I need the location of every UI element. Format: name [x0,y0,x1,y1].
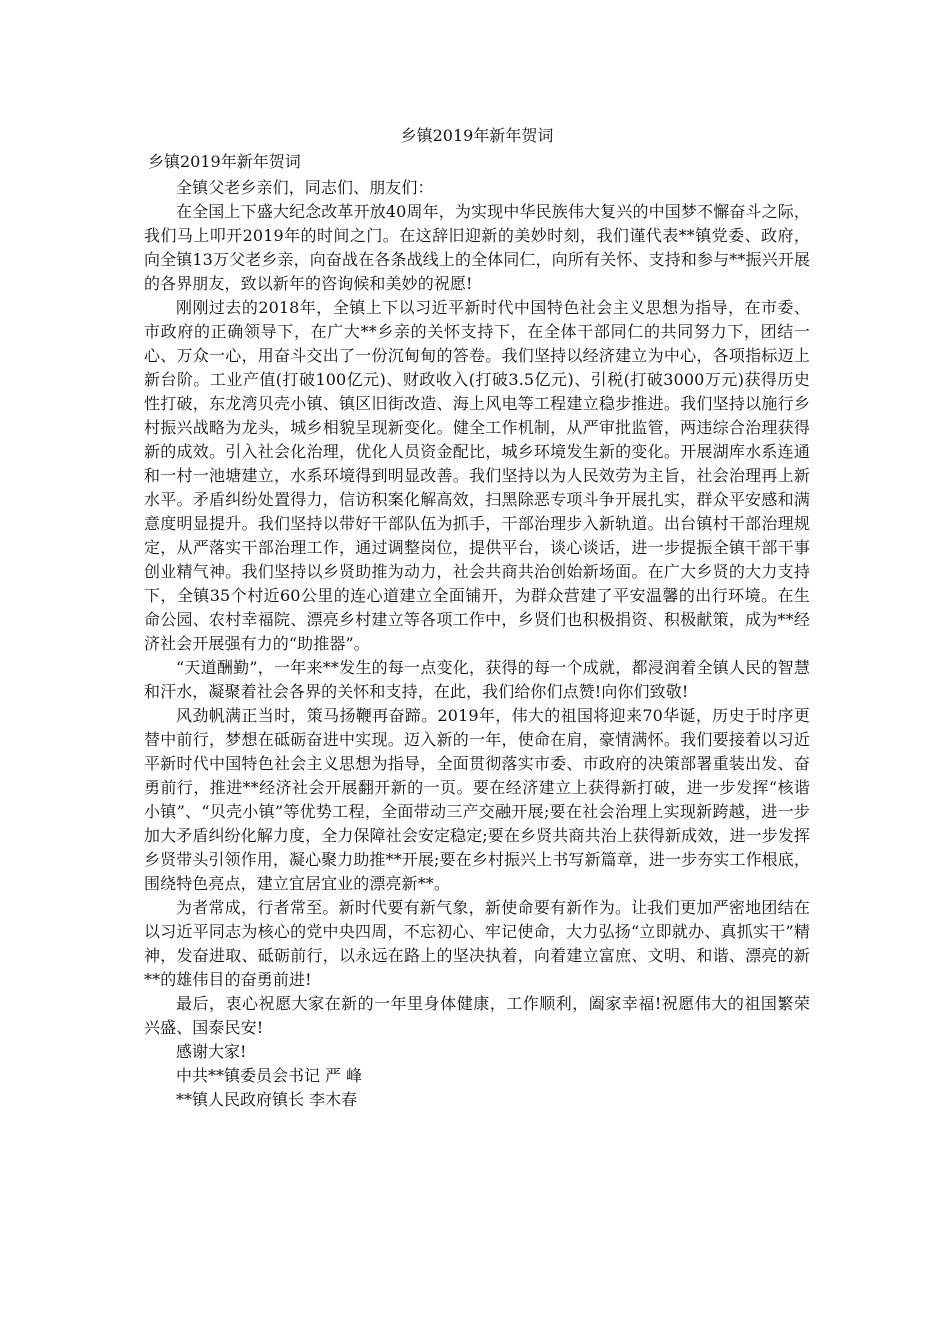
greeting: 全镇父老乡亲们，同志们、朋友们： [176,178,434,197]
paragraph-wishes: 最后，衷心祝愿大家在新的一年里身体健康，工作顺利，阖家幸福!祝愿伟大的祖国繁荣兴盛、国泰民安! [144,994,810,1037]
document-title: 乡镇2019年新年贺词 [400,126,554,145]
signature-party-secretary: 中共**镇委员会书记 严 峰 [176,1066,363,1085]
closing-line: 感谢大家! [176,1042,247,1061]
document-subtitle: 乡镇2019年新年贺词 [148,152,301,171]
paragraph-opening: 在全国上下盛大纪念改革开放40周年，为实现中华民族伟大复兴的中国梦不懈奋斗之际，我们马上叩开2019年的时间之门。在这辞旧迎新的美妙时刻，我们谨代表**镇党委、政府，向全镇13万父老乡亲，向奋战在各条战线上的全体同仁，向所有关怀、支持和参与**振兴开展的各界朋友，致以新年的咨询候和美妙的祝愿! [144,202,810,293]
paragraph-thanks: “天道酬勤”，一年来**发生的每一点变化，获得的每一个成就，都浸润着全镇人民的智慧和汗水，凝聚着社会各界的关怀和支持，在此，我们给你们点赞!向你们致敬! [144,658,810,701]
paragraph-review-2018: 刚刚过去的2018年，全镇上下以习近平新时代中国特色社会主义思想为指导，在市委、市政府的正确领导下，在广大**乡亲的关怀支持下，在全体干部同仁的共同努力下，团结一心、万众一心，用奋斗交出了一份沉甸甸的答卷。我们坚持以经济建立为中心，各项指标迈上新台阶。工业产值(打破100亿元)、财政收入(打破3.5亿元)、引税(打破3000万元)获得历史性打破，东龙湾贝壳小镇、镇区旧街改造、海上风电等工程建立稳步推进。我们坚持以施行乡村振兴战略为龙头，城乡相貌呈现新变化。健全工作机制，从严审批监管，两违综合治理获得新的成效。引入社会化治理，优化人员资金配比，城乡环境发生新的变化。开展湖库水系连通和一村一池塘建立，水系环境得到明显改善。我们坚持以为人民效劳为主旨，社会治理再上新水平。矛盾纠纷处置得力，信访积案化解高效，扫黑除恶专项斗争开展扎实，群众平安感和满意度明显提升。我们坚持以带好干部队伍为抓手，干部治理步入新轨道。出台镇村干部治理规定，从严落实干部治理工作，通过调整岗位，提供平台，谈心谈话，进一步提振全镇干部干事创业精气神。我们坚持以乡贤助推为动力，社会共商共治创始新场面。在广大乡贤的大力支持下，全镇35个村近60公里的连心道建立全面铺开，为群众营建了平安温馨的出行环境。在生命公园、农村幸福院、漂亮乡村建立等各项工作中，乡贤们也积极捐资、积极献策，成为**经济社会开展强有力的“助推器”。 [144,298,810,653]
document-page [144,124,810,1112]
paragraph-plans-2019: 风劲帆满正当时，策马扬鞭再奋蹄。2019年，伟大的祖国将迎来70华诞，历史于时序更替中前行，梦想在砥砺奋进中实现。迈入新的一年，使命在肩，豪情满怀。我们要接着以习近平新时代中国特色社会主义思想为指导，全面贯彻落实市委、市政府的决策部署重装出发、奋勇前行，推进**经济社会开展翻开新的一页。要在经济建立上获得新打破，进一步发挥“核谐小镇”、“贝壳小镇”等优势工程，全面带动三产交融开展;要在社会治理上实现新跨越，进一步加大矛盾纠纷化解力度，全力保障社会安定稳定;要在乡贤共商共治上获得新成效，进一步发挥乡贤带头引领作用，凝心聚力助推**开展;要在乡村振兴上书写新篇章，进一步夯实工作根底，围绕特色亮点，建立宜居宜业的漂亮新**。 [144,706,810,893]
signature-town-mayor: **镇人民政府镇长 李木春 [176,1090,358,1109]
paragraph-call-to-action: 为者常成，行者常至。新时代要有新气象，新使命要有新作为。让我们更加严密地团结在以习近平同志为核心的党中央四周，不忘初心、牢记使命，大力弘扬“立即就办、真抓实干”精神，发奋进取、砥砺前行，以永远在路上的坚决执着，向着建立富庶、文明、和谐、漂亮的新**的雄伟目的奋勇前进! [144,898,810,989]
